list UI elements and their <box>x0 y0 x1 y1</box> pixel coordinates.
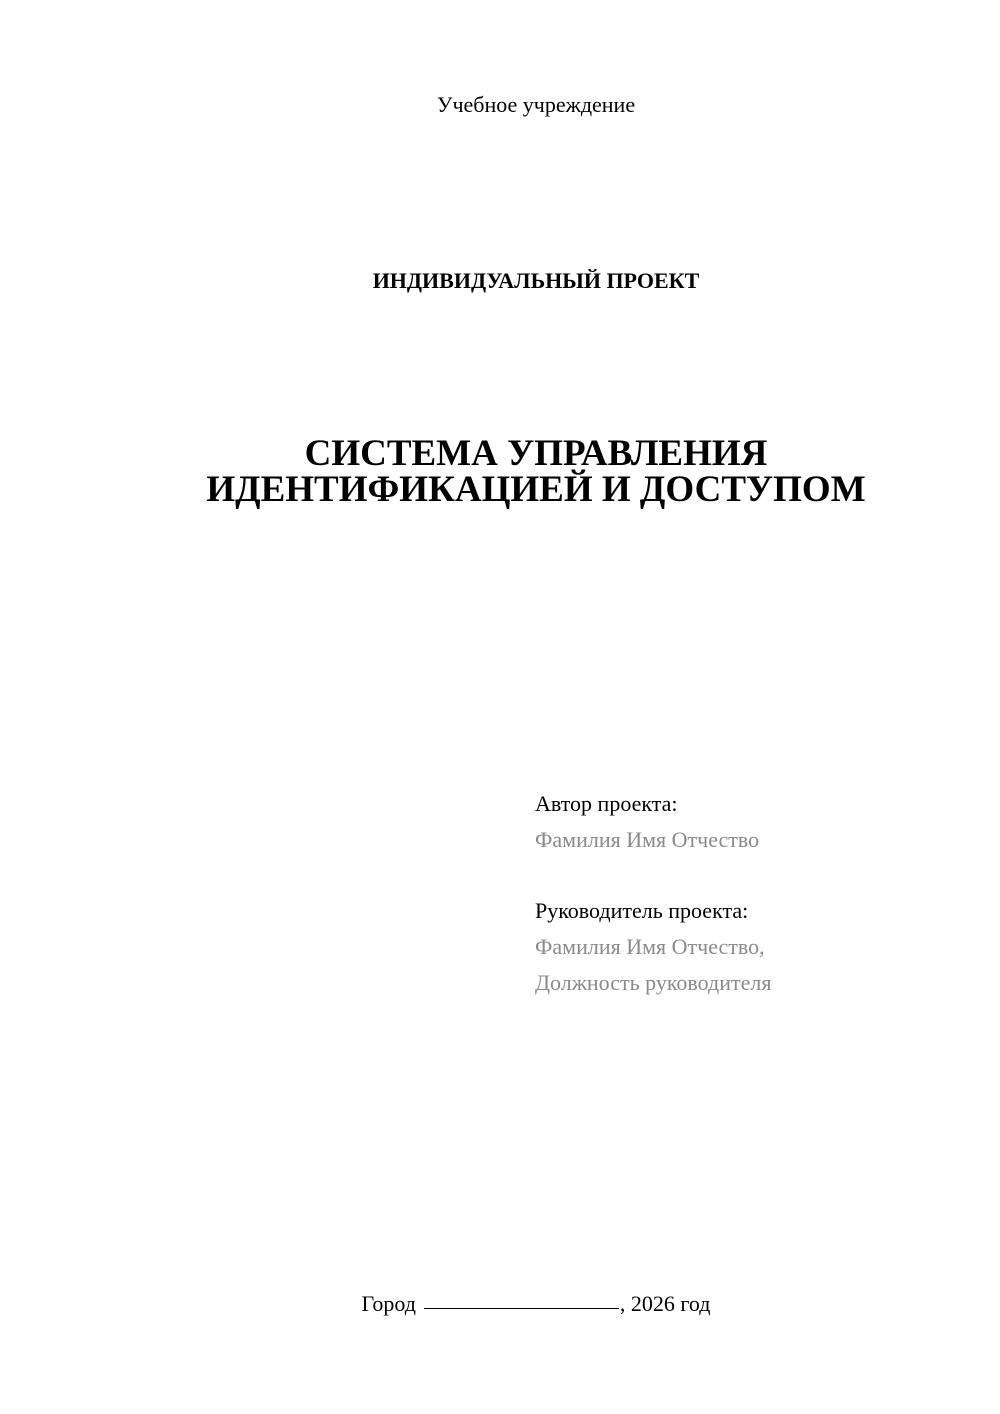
supervisor-block <box>535 893 975 1001</box>
project-title-line-2: ИДЕНТИФИКАЦИЕЙ И ДОСТУПОМ <box>206 469 866 510</box>
year-text: , 2026 год <box>619 1291 711 1316</box>
project-type-heading: ИНДИВИДУАЛЬНЫЙ ПРОЕКТ <box>372 268 700 293</box>
project-title-line-1: СИСТЕМА УПРАВЛЕНИЯ <box>304 433 768 474</box>
institution-name: Учебное учреждение <box>436 92 636 117</box>
city-label: Город <box>361 1291 416 1316</box>
author-block <box>535 786 975 858</box>
author-name: Фамилия Имя Отчество <box>535 827 760 852</box>
supervisor-name: Фамилия Имя Отчество, <box>535 934 765 959</box>
author-label: Автор проекта: <box>535 791 678 816</box>
supervisor-label: Руководитель проекта: <box>535 898 749 923</box>
supervisor-position: Должность руководителя <box>535 970 772 995</box>
city-blank-line <box>424 1286 619 1309</box>
project-title <box>0 433 1000 510</box>
footer-city-year <box>0 1288 1000 1319</box>
